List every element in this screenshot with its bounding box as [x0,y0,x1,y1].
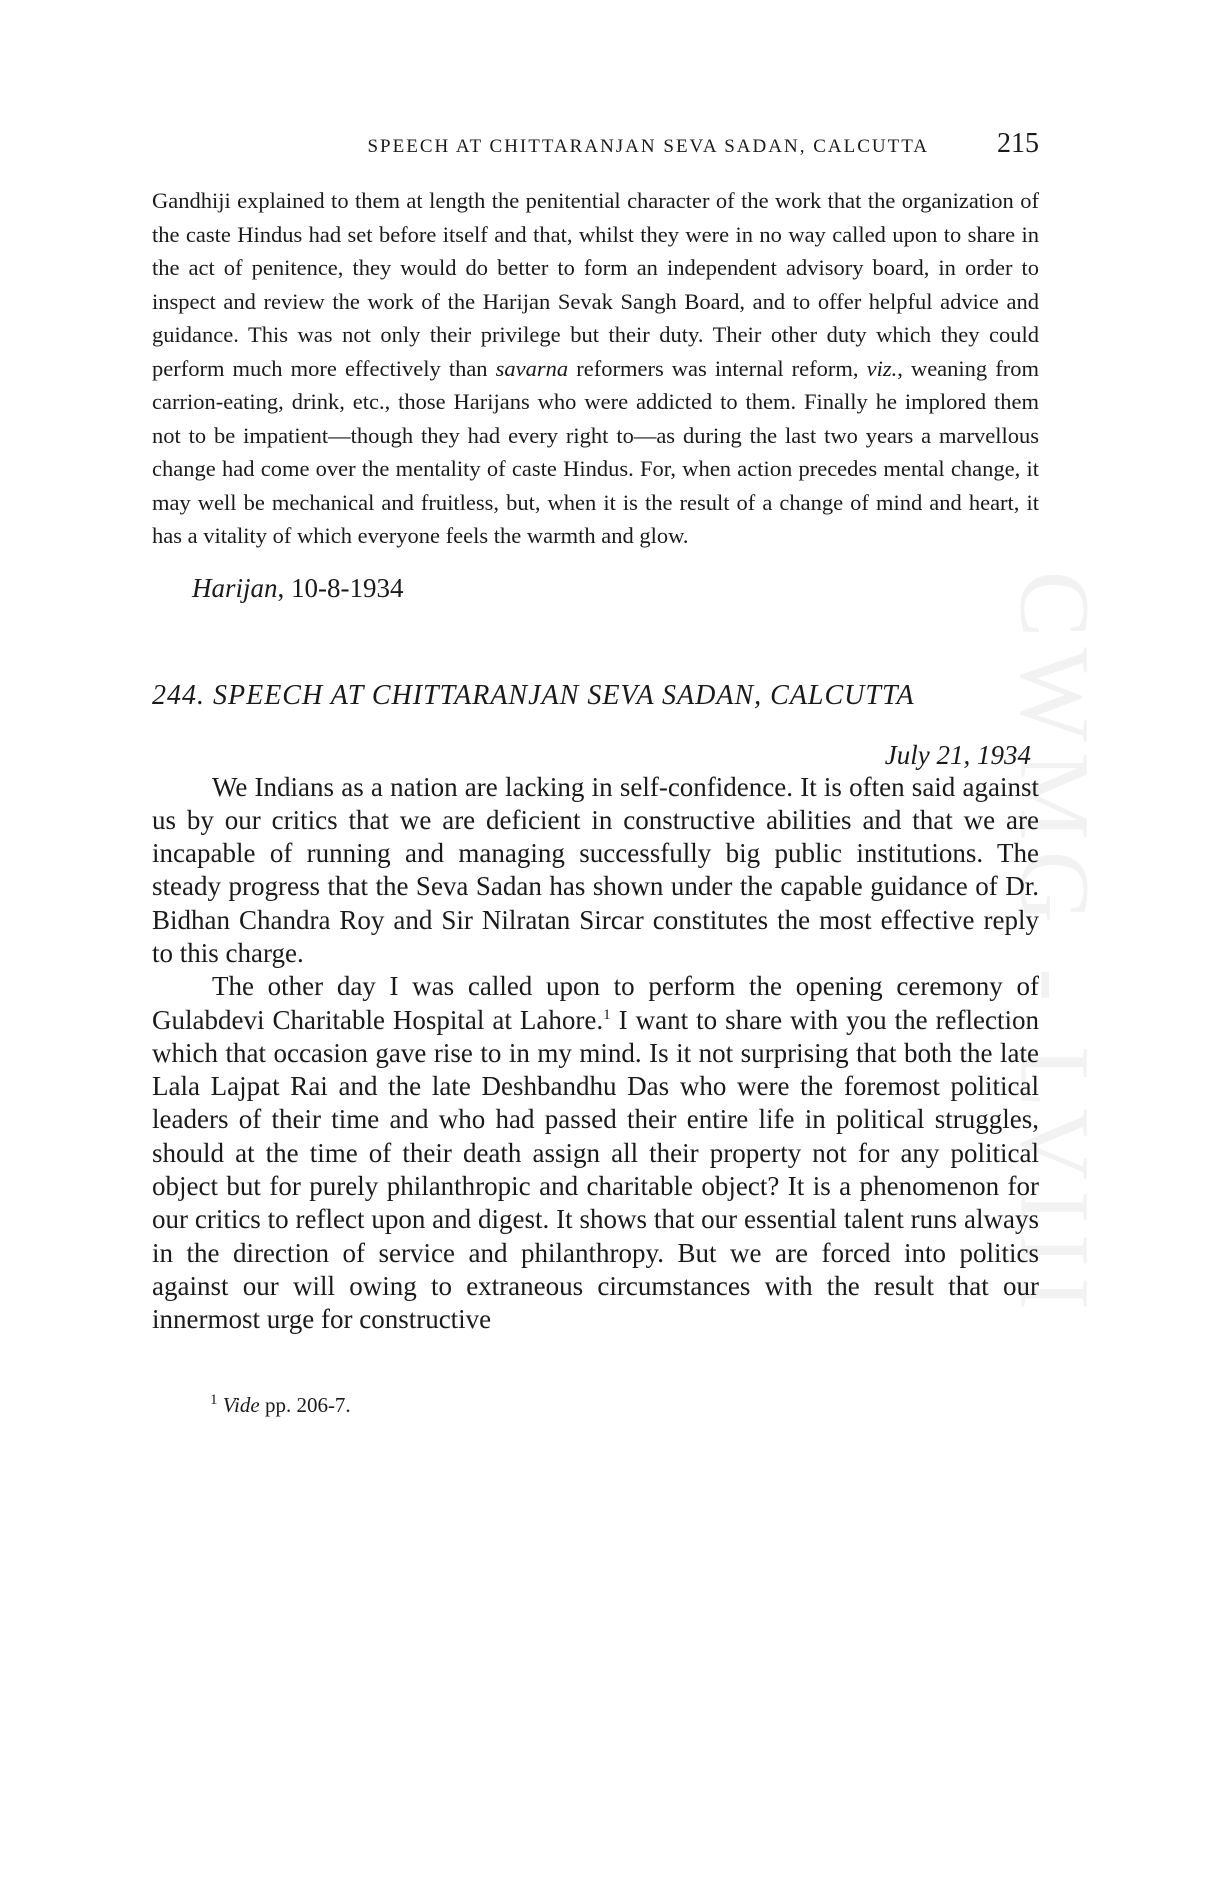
intro-italic-viz: viz. [866,355,898,381]
footnote-mark: 1 [210,1391,218,1408]
speech-paragraph-2 [152,970,1039,1336]
footnote-text: pp. 206-7. [259,1392,351,1417]
running-head [152,128,1039,168]
item-date: July 21, 1934 [884,739,1031,770]
speech-body [152,771,1039,1337]
intro-paragraph [152,184,1039,553]
page-number: 215 [997,128,1039,159]
footnote-reference: 1 [603,1006,611,1023]
source-citation [192,573,1039,604]
item-heading: 244. SPEECH AT CHITTARANJAN SEVA SADAN, CALCUTTA [152,679,915,711]
source-date: , 10-8-1934 [277,572,404,603]
intro-text-2: reformers was internal reform, [568,355,867,381]
speech-paragraph-2b: I want to share with you the reflection which that occasion gave rise to in my mind. Is it not surprising that both the late Lala Lajpat Rai and the late Deshbandhu Das who were the foremost political leaders of their time and who had passed their entire life in political struggles, should at the time of their death assign all their property not for any political object but for purely philanthropic and charitable object? It is a phenomenon for our critics to reflect upon and digest. It shows that our essential talent runs always in the direction of service and philanthropy. But we are forced into politics against our will owing to extraneous circumstances with the result that our innermost urge for constructive [152,1004,1040,1335]
intro-text-3: , weaning from carrion-eating, drink, etc., those Harijans who were addicted to them. Finally he implored them not to be impatient—though they had every right to—as during the last two years a marvellous change had come over the mentality of caste Hindus. For, when action precedes mental change, it may well be mechanical and fruitless, but, when it is the result of a change of mind and heart, it has a vitality of which everyone feels the warmth and glow. [152,355,1039,548]
intro-text-1: Gandhiji explained to them at length the penitential character of the work that the organization of the caste Hindus had set before itself and that, whilst they were in no way called upon to share in the act of penitence, they would do better to form an independent advisory board, in order to inspect and review the work of the Harijan Sevak Sangh Board, and to offer helpful advice and guidance. This was not only their privilege but their duty. Their other duty which they could perform much more effectively than [152,188,1039,381]
running-title: SPEECH AT CHITTARANJAN SEVA SADAN, CALCUTTA [367,136,929,157]
speech-paragraph-2a: The other day I was called upon to perform the opening ceremony of Gulabdevi Charitable Hospital at Lahore. [152,971,1039,1035]
footnote-italic: Vide [222,1392,260,1417]
page [152,128,1039,1418]
footnote [210,1393,1039,1418]
watermark-text: CWMG - LVIII [999,570,1111,1320]
source-publication: Harijan [192,572,278,603]
intro-italic-savarna: savarna [495,355,569,381]
speech-paragraph-1: We Indians as a nation are lacking in self-confidence. It is often said against us by our critics that we are deficient in constructive abilities and that we are incapable of running and managing successfully big public institutions. The steady progress that the Seva Sadan has shown under the capable guidance of Dr. Bidhan Chandra Roy and Sir Nilratan Sircar constitutes the most effective reply to this charge. [152,771,1039,968]
